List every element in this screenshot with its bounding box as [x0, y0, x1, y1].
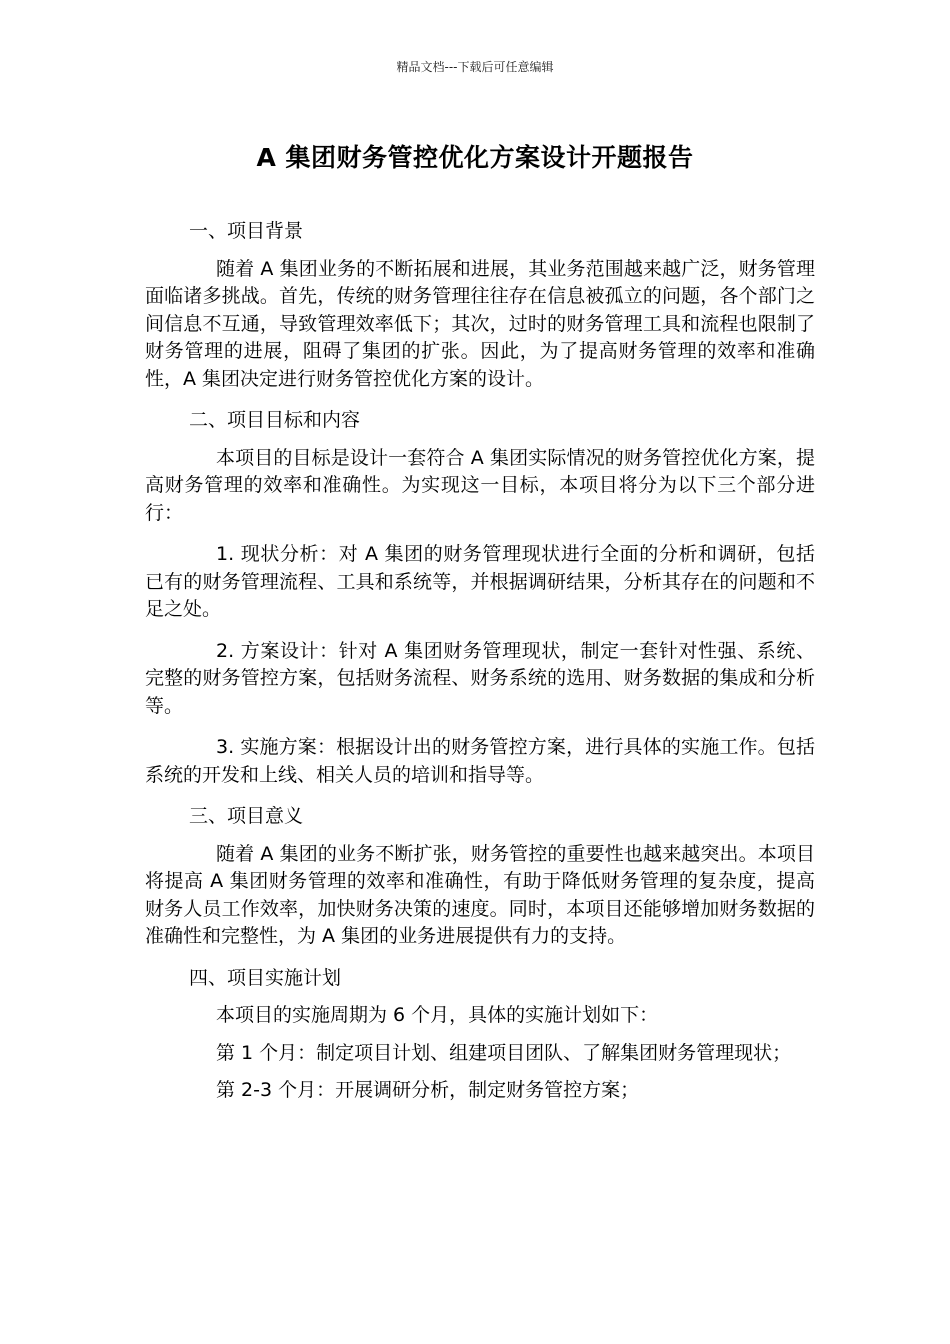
paragraph: 随着 A 集团业务的不断拓展和进展，其业务范围越来越广泛，财务管理面临诸多挑战。首先，传统的财务管理往往存在信息被孤立的问题，各个部门之间信息不互通，导致管理效率低下；其次，过时的财务管理工具和流程也限制了财务管理的进展，阻碍了集团的扩张。因此，为了提高财务管理的效率和准确性，A 集团决定进行财务管控优化方案的设计。: [145, 257, 815, 390]
paragraph: 1. 现状分析：对 A 集团的财务管理现状进行全面的分析和调研，包括已有的财务管理流程、工具和系统等，并根据调研结果，分析其存在的问题和不足之处。: [145, 543, 815, 620]
document-title: A 集团财务管控优化方案设计开题报告: [256, 143, 694, 172]
section-heading: 三、项目意义: [189, 805, 304, 827]
document-body: [145, 218, 815, 1115]
paragraph: 本项目的实施周期为 6 个月，具体的实施计划如下：: [216, 1004, 659, 1026]
section-heading: 四、项目实施计划: [189, 966, 342, 989]
paragraph: 第 1 个月：制定项目计划、组建项目团队、了解集团财务管理现状；: [216, 1041, 792, 1064]
paragraph: 第 2-3 个月：开展调研分析，制定财务管控方案；: [216, 1079, 640, 1101]
section-heading: 一、项目背景: [189, 220, 304, 242]
paragraph: 2. 方案设计：针对 A 集团财务管理现状，制定一套针对性强、系统、完整的财务管控方案，包括财务流程、财务系统的选用、财务数据的集成和分析等。: [145, 639, 815, 717]
paragraph: 3. 实施方案：根据设计出的财务管控方案，进行具体的实施工作。包括系统的开发和上线、相关人员的培训和指导等。: [145, 736, 815, 786]
paragraph: 本项目的目标是设计一套符合 A 集团实际情况的财务管控优化方案，提高财务管理的效率和准确性。为实现这一目标，本项目将分为以下三个部分进行：: [145, 446, 815, 524]
section-heading: 二、项目目标和内容: [189, 409, 361, 431]
page-header: 精品文档---下载后可任意编辑: [396, 60, 554, 74]
paragraph: 随着 A 集团的业务不断扩张，财务管控的重要性也越来越突出。本项目将提高 A 集团财务管理的效率和准确性，有助于降低财务管理的复杂度，提高财务人员工作效率，加快财务决策的速度。同时，本项目还能够增加财务数据的准确性和完整性，为 A 集团的业务进展提供有力的支持。: [145, 842, 815, 947]
